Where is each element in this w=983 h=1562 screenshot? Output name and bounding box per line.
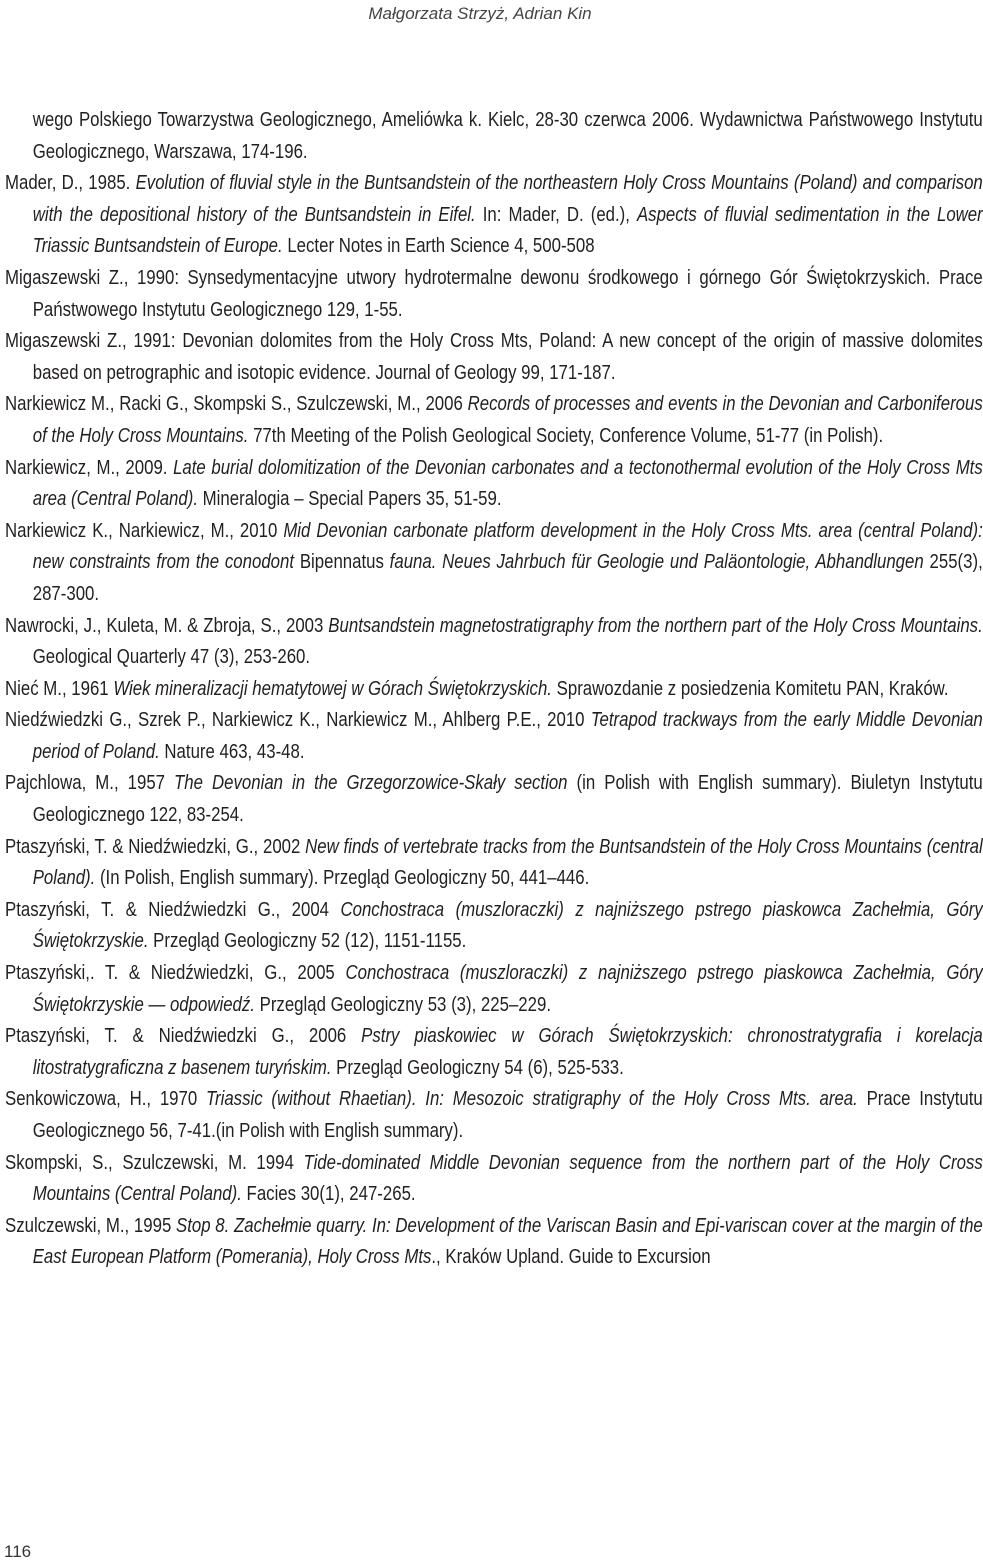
reference-text-segment: Nawrocki, J., Kuleta, M. & Zbroja, S., 2003: [5, 614, 329, 637]
reference-text-segment: Sprawozdanie z posiedzenia Komitetu PAN, Kraków.: [551, 677, 949, 700]
reference-text-segment: Bipennatus: [294, 551, 390, 574]
reference-entry: [5, 958, 983, 1021]
reference-entry: [5, 768, 983, 831]
running-header: Małgorzata Strzyż, Adrian Kin: [368, 4, 592, 23]
reference-text-segment: Facies 30(1), 247-265.: [241, 1183, 416, 1206]
reference-title-segment: Conchostraca (muszloraczki) z najniższego pstrego piaskowca Zachełmia, Góry Świętokrzyskie — odpowiedź.: [32, 962, 983, 1016]
reference-title-segment: Late burial dolomitization of the Devonian carbonates and a tectonothermal evolution of the Holy Cross Mts area (Central Poland).: [32, 456, 983, 511]
reference-entry: [5, 105, 983, 168]
reference-text-segment: Migaszewski Z., 1990: Synsedymentacyjne utwory hydrotermalne dewonu środkowego i górnego Gór Świętokrzyskich. Prace Państwowego Instytutu Geologicznego 129, 1-55.: [5, 266, 983, 321]
reference-text-segment: Ptaszyński, T. & Niedźwiedzki G., 2006: [5, 1025, 362, 1048]
reference-text-segment: Nieć M., 1961: [5, 677, 114, 700]
reference-text-segment: Przegląd Geologiczny 52 (12), 1151-1155.: [148, 930, 467, 953]
reference-text-segment: (In Polish, English summary). Przegląd Geologiczny 50, 441–446.: [95, 867, 590, 890]
reference-text-segment: Senkowiczowa, H., 1970: [5, 1088, 206, 1111]
reference-entry: [5, 705, 983, 768]
page-number: 116: [4, 1542, 32, 1561]
reference-title-segment: Buntsandstein magnetostratigraphy from the northern part of the Holy Cross Mountains.: [328, 614, 983, 637]
reference-text-segment: (in Polish with English summary). Biuletyn Instytutu Geologicznego 122, 83-254.: [32, 772, 983, 827]
reference-entry: [5, 1021, 983, 1084]
reference-text-segment: Szulczewski, M., 1995: [5, 1214, 177, 1237]
reference-title-segment: Tetrapod trackways from the early Middle Devonian period of Poland.: [32, 709, 983, 763]
reference-title-segment: Tide-dominated Middle Devonian sequence from the northern part of the Holy Cross Mountains (Central Poland).: [32, 1151, 983, 1206]
reference-title-segment: Conchostraca (muszloraczki) z najniższego pstrego piaskowca Zachełmia, Góry Świętokrzyskie.: [32, 898, 983, 953]
reference-title-segment: Evolution of fluvial style in the Buntsandstein of the northeastern Holy Cross Mountains (Poland) and comparison with the depositional history of the Buntsandstein in Eifel.: [32, 172, 983, 226]
reference-text-segment: Geological Quarterly 47 (3), 253-260.: [32, 646, 311, 669]
reference-title-segment: Pstry piaskowiec w Górach Świętokrzyskich: chronostratygrafia i korelacja litostratygraficzna z basenem turyńskim.: [32, 1025, 983, 1079]
reference-text-segment: Narkiewicz M., Racki G., Skompski S., Szulczewski, M., 2006: [5, 393, 468, 416]
reference-title-segment: The Devonian in the Grzegorzowice-Skały section: [174, 772, 568, 795]
reference-text-segment: ., Kraków Upland. Guide to Excursion: [431, 1246, 711, 1269]
reference-entry: [5, 1148, 983, 1211]
reference-text-segment: Narkiewicz K., Narkiewicz, M., 2010: [5, 519, 284, 542]
reference-entry: [5, 516, 983, 611]
reference-entry: [5, 453, 983, 516]
reference-entry: [5, 611, 983, 674]
reference-title-segment: New finds of vertebrate tracks from the Buntsandstein of the Holy Cross Mountains (central Poland).: [32, 835, 983, 890]
reference-text-segment: Przegląd Geologiczny 54 (6), 525-533.: [331, 1056, 624, 1079]
reference-entry: [5, 832, 983, 895]
reference-text-segment: Narkiewicz, M., 2009.: [5, 456, 174, 479]
reference-title-segment: Wiek mineralizacji hematytowej w Górach Świętokrzyskich.: [113, 677, 552, 700]
reference-entry: [5, 389, 983, 452]
reference-entry: [5, 263, 983, 326]
reference-text-segment: Niedźwiedzki G., Szrek P., Narkiewicz K., Narkiewicz M., Ahlberg P.E., 2010: [5, 709, 591, 732]
reference-text-segment: Ptaszyński, T. & Niedźwiedzki, G., 2002: [5, 835, 306, 858]
reference-list: [5, 105, 983, 1274]
reference-text-segment: Mineralogia – Special Papers 35, 51-59.: [198, 488, 502, 511]
reference-text-segment: 77th Meeting of the Polish Geological Society, Conference Volume, 51-77 (in Polish).: [248, 424, 884, 447]
reference-text-segment: In: Mader, D. (ed.),: [475, 203, 637, 226]
reference-text-segment: Skompski, S., Szulczewski, M. 1994: [5, 1151, 304, 1174]
reference-entry: [5, 1084, 983, 1147]
reference-entry: [5, 326, 983, 389]
reference-entry: [5, 895, 983, 958]
reference-text-segment: Prace Instytutu Geologicznego 56, 7-41.(in Polish with English summary).: [32, 1088, 983, 1142]
reference-title-segment: Stop 8. Zachełmie quarry. In: Development of the Variscan Basin and Epi-variscan cover at the margin of the East European Platform (Pomerania), Holy Cross Mts: [32, 1214, 983, 1269]
reference-text-segment: wego Polskiego Towarzystwa Geologicznego, Ameliówka k. Kielc, 28-30 czerwca 2006. Wydawnictwa Państwowego Instytutu Geologicznego, Warszawa, 174-196.: [32, 109, 983, 163]
reference-text-segment: Nature 463, 43-48.: [159, 740, 305, 763]
reference-text-segment: Ptaszyński,. T. & Niedźwiedzki, G., 2005: [5, 962, 346, 985]
reference-text-segment: Mader, D., 1985.: [5, 172, 136, 195]
reference-title-segment: Triassic (without Rhaetian). In: Mesozoic stratigraphy of the Holy Cross Mts. area.: [205, 1088, 858, 1111]
reference-text-segment: Lecter Notes in Earth Science 4, 500-508: [282, 235, 595, 258]
reference-entry: [5, 168, 983, 263]
reference-text-segment: Migaszewski Z., 1991: Devonian dolomites from the Holy Cross Mts, Poland: A new concept of the origin of massive dolomites based on petrographic and isotopic evidence. Journal of Geology 99, 171-187.: [5, 330, 983, 384]
reference-entry: [5, 1211, 983, 1274]
reference-title-segment: Mid Devonian carbonate platform development in the Holy Cross Mts. area (central Poland): new constraints from the conodont: [32, 519, 983, 574]
reference-text-segment: Przegląd Geologiczny 53 (3), 225–229.: [254, 993, 552, 1016]
reference-text-segment: Pajchlowa, M., 1957: [5, 772, 175, 795]
reference-entry: [5, 674, 983, 706]
reference-text-segment: 255(3), 287-300.: [32, 551, 983, 605]
reference-text-segment: Ptaszyński, T. & Niedźwiedzki G., 2004: [5, 898, 341, 921]
reference-title-segment: Aspects of fluvial sedimentation in the Lower Triassic Buntsandstein of Europe.: [32, 203, 983, 258]
reference-title-segment: Records of processes and events in the Devonian and Carboniferous of the Holy Cross Mountains.: [32, 393, 983, 447]
reference-title-segment: fauna. Neues Jahrbuch für Geologie und Paläontologie, Abhandlungen: [389, 551, 924, 574]
